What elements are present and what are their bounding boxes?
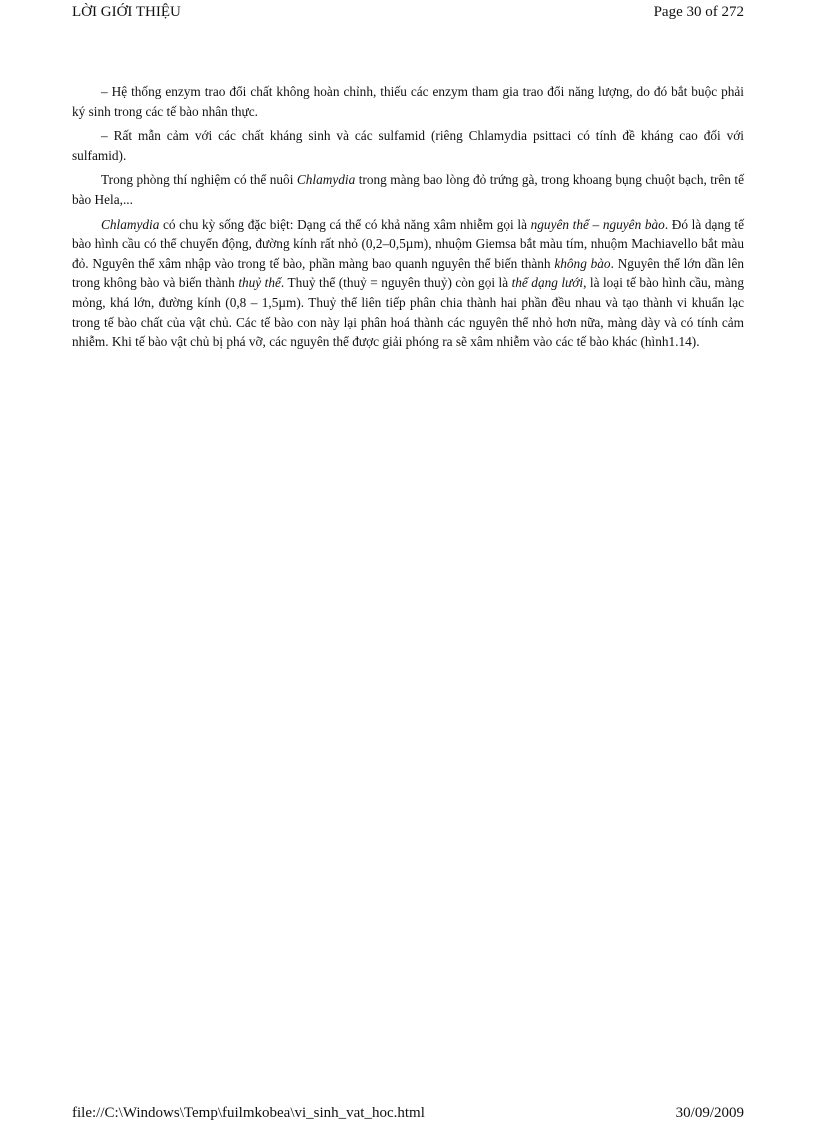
page-footer — [72, 1103, 744, 1123]
page-header — [72, 0, 744, 24]
paragraph-antibiotics: – Rất mẫn cảm với các chất kháng sinh và các sulfamid (riêng Chlamydia psittaci có tính đề kháng cao đối với sulfamid). — [72, 128, 744, 163]
paragraph-life-cycle — [72, 215, 744, 352]
text-run: có chu kỳ sống đặc biệt: Dạng cá thể có khả năng xâm nhiễm gọi là — [159, 216, 531, 232]
print-date: 30/09/2009 — [675, 1105, 744, 1121]
page-number: Page 30 of 272 — [653, 4, 744, 20]
text-run: . Thuỷ thể (thuỷ = nguyên thuỷ) còn gọi là — [280, 275, 512, 291]
italic-term: Chlamydia — [296, 172, 356, 188]
text-run: . Đó là dạng tế bào hình cầu có thể chuyển động, đường kính rất nhỏ (0,2–0,5µm), nhuộm Giemsa bắt màu tím, nhuộm Machiavello bắt màu đỏ. Nguyên thể xâm nhập vào trong tế bào, phần màng bao quanh nguyên thể biến thành — [72, 216, 744, 271]
italic-term: Chlamydia — [101, 216, 160, 232]
italic-term: nguyên thể – nguyên bào — [530, 216, 665, 232]
document-body — [72, 82, 744, 357]
paragraph-culture — [72, 170, 744, 209]
text-run: , là loại tế bào hình cầu, màng mỏng, khá lớn, đường kính (0,8 – 1,5µm). Thuỷ thể liên tiếp phân chia thành hai phần đều nhau và tạo thành vi khuẩn lạc trong tế bào chất của vật chủ. Các tế bào con này lại phân hoá thành các nguyên thể nhỏ hơn nữa, màng dày và có tính cảm nhiễm. Khi tế bào vật chủ bị phá vỡ, các nguyên thể được giải phóng ra sẽ xâm nhiễm vào các tế bào khác (hình1.14). — [72, 275, 744, 350]
page-title: LỜI GIỚI THIỆU — [72, 4, 181, 20]
italic-term: không bào — [554, 255, 611, 271]
text-run: trong màng bao lòng đỏ trứng gà, trong khoang bụng chuột bạch, trên tế bào Hela,... — [72, 172, 744, 207]
file-path: file://C:\Windows\Temp\fuilmkobea\vi_sinh_vat_hoc.html — [72, 1105, 425, 1121]
paragraph-enzyme: – Hệ thống enzym trao đổi chất không hoàn chỉnh, thiếu các enzym tham gia trao đổi năng lượng, do đó bắt buộc phải ký sinh trong các tế bào nhân thực. — [72, 84, 744, 119]
text-run: Trong phòng thí nghiệm có thể nuôi — [101, 172, 297, 188]
italic-term: thuỷ thể — [238, 275, 281, 291]
text-run: . Nguyên thể lớn dần lên trong không bào và biến thành — [72, 255, 745, 291]
italic-term: thể dạng lưới — [511, 275, 584, 291]
